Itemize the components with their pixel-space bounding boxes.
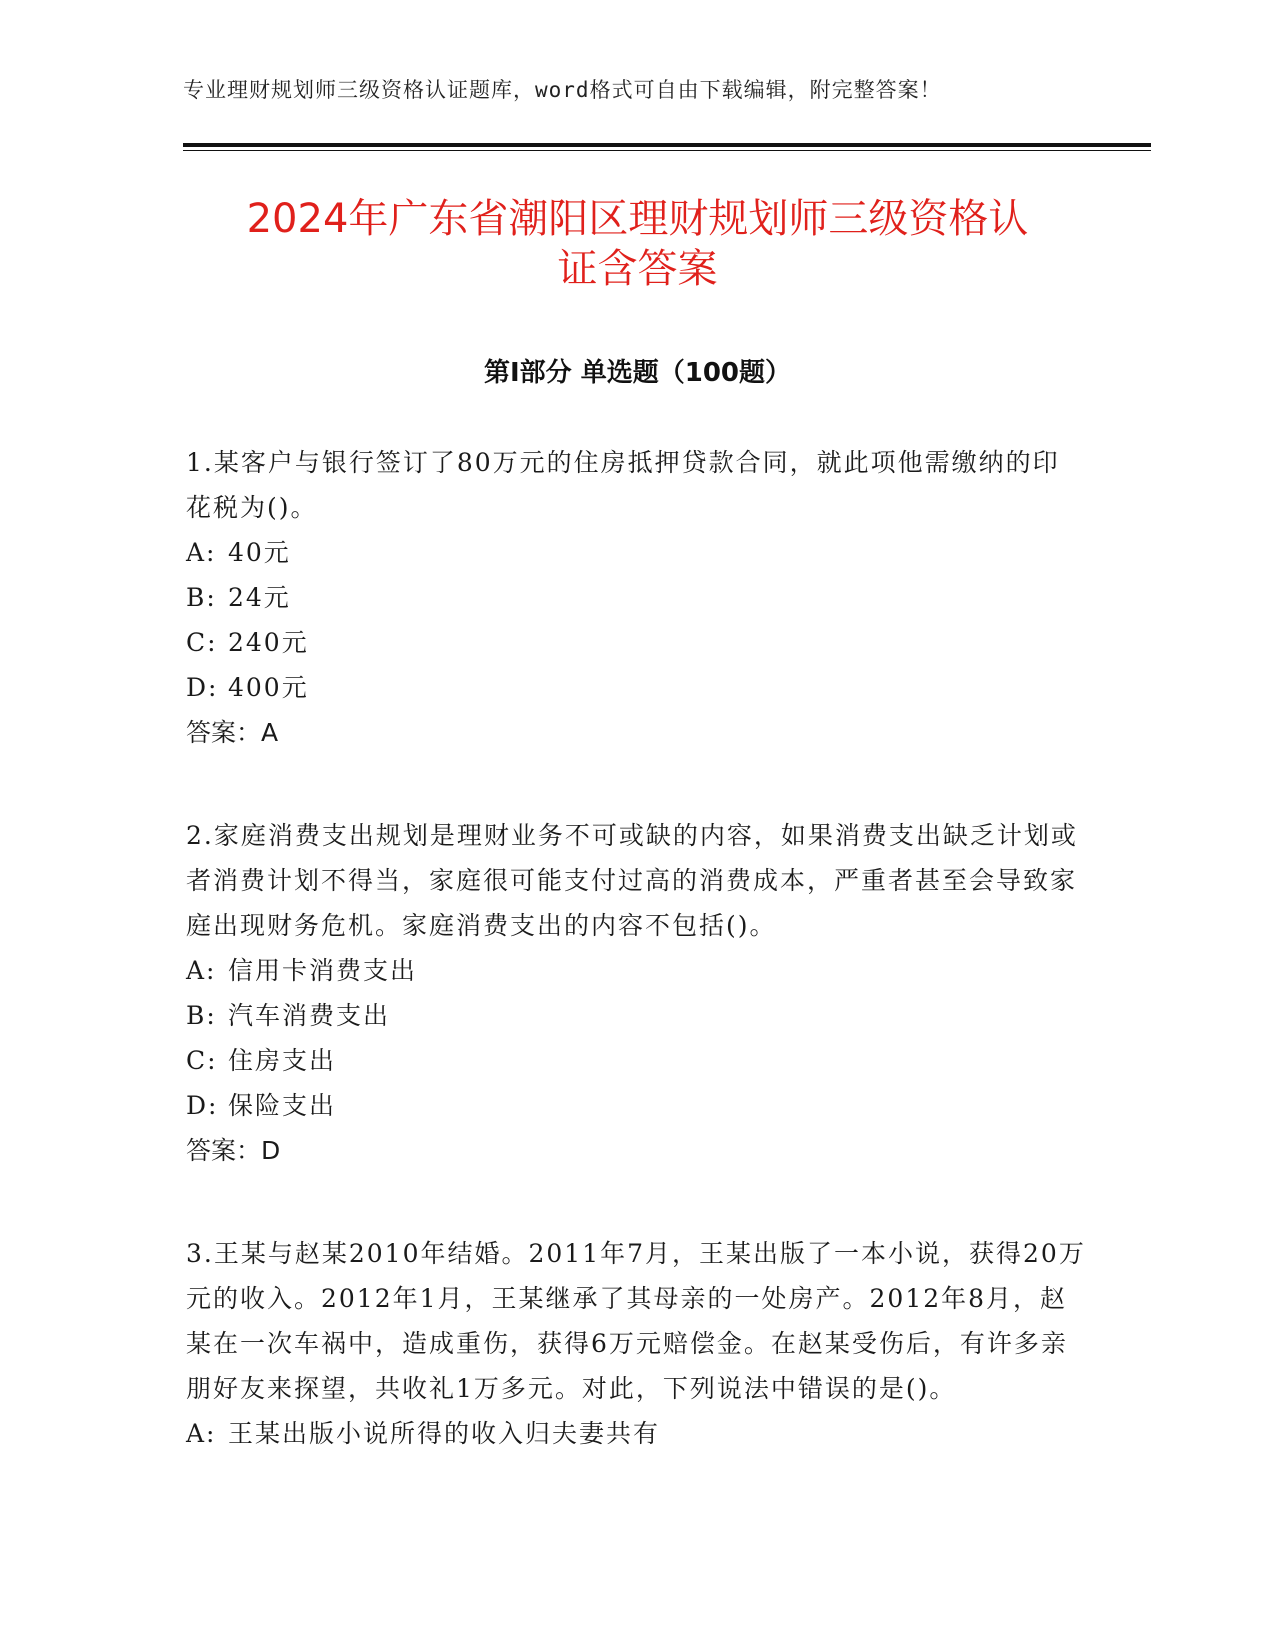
option-key: C: xyxy=(186,1046,218,1075)
question-1 xyxy=(186,440,1086,755)
option-b xyxy=(186,993,1086,1038)
option-text: 住房支出 xyxy=(228,1046,337,1075)
option-key: A: xyxy=(186,1419,217,1448)
question-stem: 3.王某与赵某2010年结婚。2011年7月，王某出版了一本小说，获得20万元的收入。2012年1月，王某继承了其母亲的一处房产。2012年8月，赵某在一次车祸中，造成重伤，获得6万元赔偿金。在赵某受伤后，有许多亲朋好友来探望，共收礼1万多元。对此，下列说法中错误的是()。 xyxy=(186,1239,1086,1403)
option-text: 40元 xyxy=(228,538,291,567)
option-text: 24元 xyxy=(228,583,291,612)
option-text: 400元 xyxy=(228,673,309,702)
header-divider-thin xyxy=(183,150,1151,151)
title-line-2: 证含答案 xyxy=(557,246,718,292)
option-a xyxy=(186,948,1086,993)
question-2 xyxy=(186,813,1086,1173)
option-key: A: xyxy=(186,956,217,985)
option-d xyxy=(186,1083,1086,1128)
option-b xyxy=(186,575,1086,620)
option-key: B: xyxy=(186,1001,217,1030)
option-key: C: xyxy=(186,628,218,657)
option-key: B: xyxy=(186,583,217,612)
question-stem: 1.某客户与银行签订了80万元的住房抵押贷款合同，就此项他需缴纳的印花税为()。 xyxy=(186,448,1060,522)
option-key: A: xyxy=(186,538,217,567)
document-title xyxy=(170,194,1105,294)
option-text: 汽车消费支出 xyxy=(228,1001,391,1030)
option-text: 240元 xyxy=(228,628,309,657)
question-3 xyxy=(186,1231,1086,1456)
answer-line: 答案：A xyxy=(186,718,279,747)
option-c xyxy=(186,620,1086,665)
question-stem: 2.家庭消费支出规划是理财业务不可或缺的内容，如果消费支出缺乏计划或者消费计划不得当，家庭很可能支付过高的消费成本，严重者甚至会导致家庭出现财务危机。家庭消费支出的内容不包括()。 xyxy=(186,821,1078,940)
option-text: 保险支出 xyxy=(228,1091,337,1120)
option-text: 信用卡消费支出 xyxy=(228,956,418,985)
option-a xyxy=(186,1411,1086,1456)
answer-line: 答案：D xyxy=(186,1136,281,1165)
option-key: D: xyxy=(186,673,219,702)
header-divider-thick xyxy=(183,143,1151,147)
option-text: 王某出版小说所得的收入归夫妻共有 xyxy=(228,1419,661,1448)
option-key: D: xyxy=(186,1091,219,1120)
title-line-1: 2024年广东省潮阳区理财规划师三级资格认 xyxy=(246,196,1029,242)
question-list xyxy=(186,440,1086,1514)
header-note: 专业理财规划师三级资格认证题库，word格式可自由下载编辑，附完整答案！ xyxy=(183,78,942,102)
option-a xyxy=(186,530,1086,575)
option-d xyxy=(186,665,1086,710)
option-c xyxy=(186,1038,1086,1083)
section-title: 第Ⅰ部分 单选题（100题） xyxy=(484,358,791,388)
